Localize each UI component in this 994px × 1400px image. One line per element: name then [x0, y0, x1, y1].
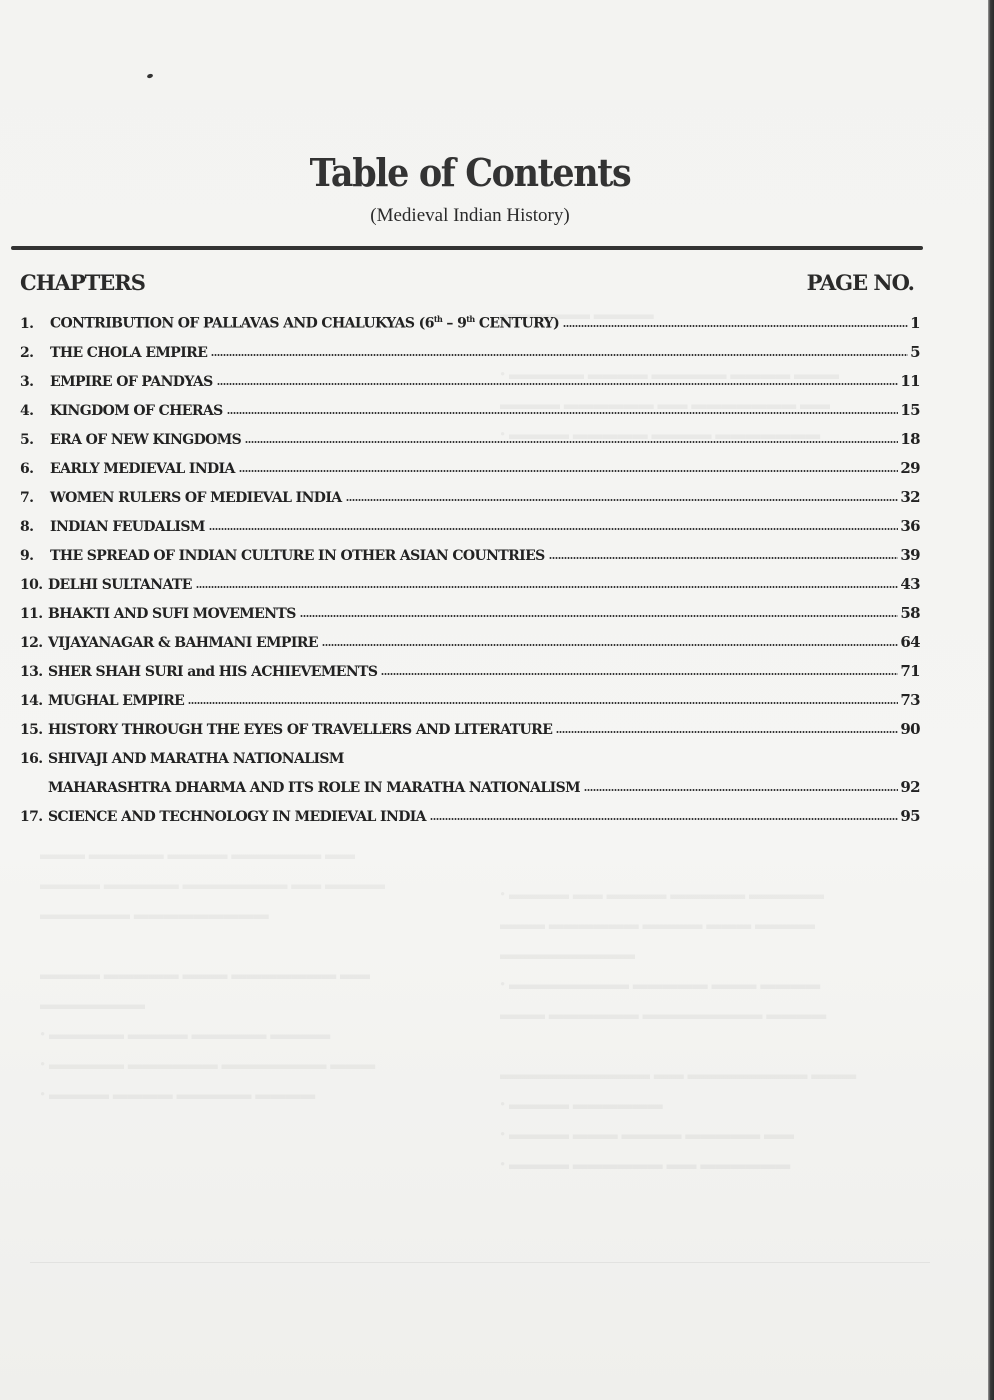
chapter-number: 5. [20, 432, 34, 448]
chapters-column-header: CHAPTERS [20, 270, 145, 295]
toc-entry-1[interactable] [20, 308, 920, 332]
dot-leader [300, 615, 899, 617]
chapter-title: INDIAN FEUDALISM [50, 519, 205, 535]
page-number: 58 [900, 604, 920, 622]
chapter-number: 6. [20, 461, 34, 477]
page-number: 5 [910, 343, 920, 361]
page-title: Table of Contents [309, 150, 631, 195]
title-divider [11, 246, 923, 250]
chapter-number: 10. [20, 577, 43, 593]
toc-entry-11[interactable] [20, 598, 920, 622]
dot-leader [209, 528, 899, 530]
dot-leader [239, 470, 899, 472]
chapter-title: THE SPREAD OF INDIAN CULTURE IN OTHER ASIAN COUNTRIES [50, 548, 545, 564]
dot-leader [227, 412, 899, 414]
dot-leader [188, 702, 898, 704]
chapter-number: 8. [20, 519, 34, 535]
chapter-title: THE CHOLA EMPIRE [50, 345, 208, 361]
toc-entry-4[interactable] [20, 395, 920, 419]
dot-leader [584, 789, 898, 791]
toc-entry-15[interactable] [20, 714, 920, 738]
page-number: 43 [900, 575, 920, 593]
page-number: 95 [900, 807, 920, 825]
scan-edge-shadow [988, 0, 994, 1400]
toc-entry-14[interactable] [20, 685, 920, 709]
dot-leader [346, 499, 899, 501]
bleed-through-text [40, 840, 460, 1110]
toc-entry-10[interactable] [20, 569, 920, 593]
chapter-number: 15. [20, 722, 43, 738]
page-number: 92 [900, 778, 920, 796]
dot-leader [549, 557, 899, 559]
dot-leader [430, 818, 898, 820]
chapter-title: EARLY MEDIEVAL INDIA [50, 461, 235, 477]
chapter-title: HISTORY THROUGH THE EYES OF TRAVELLERS AND LITERATURE [48, 722, 553, 738]
page-number: 1 [910, 314, 920, 332]
page-number: 90 [900, 720, 920, 738]
chapter-number: 9. [20, 548, 34, 564]
toc-entry-12[interactable] [20, 627, 920, 651]
toc-entry-13[interactable] [20, 656, 920, 680]
chapter-title: KINGDOM OF CHERAS [50, 403, 223, 419]
dot-leader [556, 731, 898, 733]
toc-entry-8[interactable] [20, 511, 920, 535]
chapter-title: MUGHAL EMPIRE [48, 693, 185, 709]
toc-entry-7[interactable] [20, 482, 920, 506]
dot-leader [563, 325, 908, 327]
chapter-number: 7. [20, 490, 34, 506]
chapter-number: 12. [20, 635, 43, 651]
ink-speck [146, 73, 153, 79]
chapter-title: SHIVAJI AND MARATHA NATIONALISM [48, 751, 344, 767]
chapter-number: 17. [20, 809, 43, 825]
page-number: 36 [900, 517, 920, 535]
dot-leader [245, 441, 898, 443]
dot-leader [381, 673, 898, 675]
chapter-number: 1. [20, 316, 34, 332]
bleed-through-rule [30, 1262, 930, 1263]
page-number: 32 [900, 488, 920, 506]
chapter-title: ERA OF NEW KINGDOMS [50, 432, 242, 448]
chapter-subtitle: MAHARASHTRA DHARMA AND ITS ROLE IN MARATHA NATIONALISM [48, 780, 581, 796]
toc-entry-16[interactable] [20, 743, 920, 767]
toc-entry-6[interactable] [20, 453, 920, 477]
page-subtitle: (Medieval Indian History) [370, 205, 570, 226]
chapter-title: SCIENCE AND TECHNOLOGY IN MEDIEVAL INDIA [48, 809, 426, 825]
chapter-number: 16. [20, 751, 43, 767]
dot-leader [322, 644, 898, 646]
chapter-number: 11. [20, 606, 43, 622]
page-number: 29 [900, 459, 920, 477]
toc-entry-17[interactable] [20, 801, 920, 825]
chapter-title: DELHI SULTANATE [48, 577, 192, 593]
chapter-number: 3. [20, 374, 34, 390]
page-no-column-header: PAGE NO. [806, 270, 914, 295]
dot-leader [196, 586, 898, 588]
chapter-title: CONTRIBUTION OF PALLAVAS AND CHALUKYAS (6th – 9th CENTURY) [50, 314, 560, 332]
toc-entry-16-subtitle[interactable] [48, 772, 920, 796]
page-number: 15 [900, 401, 920, 419]
page-number: 64 [900, 633, 920, 651]
page-number: 39 [900, 546, 920, 564]
page-number: 11 [900, 372, 920, 390]
page-number: 18 [900, 430, 920, 448]
bleed-through-text-lower-right [500, 880, 920, 1180]
chapter-number: 2. [20, 345, 34, 361]
chapter-title: BHAKTI AND SUFI MOVEMENTS [48, 606, 296, 622]
chapter-number: 14. [20, 693, 43, 709]
toc-entry-3[interactable] [20, 366, 920, 390]
dot-leader [217, 383, 899, 385]
page-number: 71 [900, 662, 920, 680]
toc-entry-9[interactable] [20, 540, 920, 564]
dot-leader [211, 354, 908, 356]
chapter-number: 13. [20, 664, 43, 680]
chapter-title: SHER SHAH SURI and HIS ACHIEVEMENTS [48, 664, 378, 680]
chapter-number: 4. [20, 403, 34, 419]
toc-entry-2[interactable] [20, 337, 920, 361]
chapter-title: WOMEN RULERS OF MEDIEVAL INDIA [50, 490, 342, 506]
page-number: 73 [900, 691, 920, 709]
toc-entry-5[interactable] [20, 424, 920, 448]
chapter-title: EMPIRE OF PANDYAS [50, 374, 213, 390]
chapter-title: VIJAYANAGAR & BAHMANI EMPIRE [48, 635, 318, 651]
